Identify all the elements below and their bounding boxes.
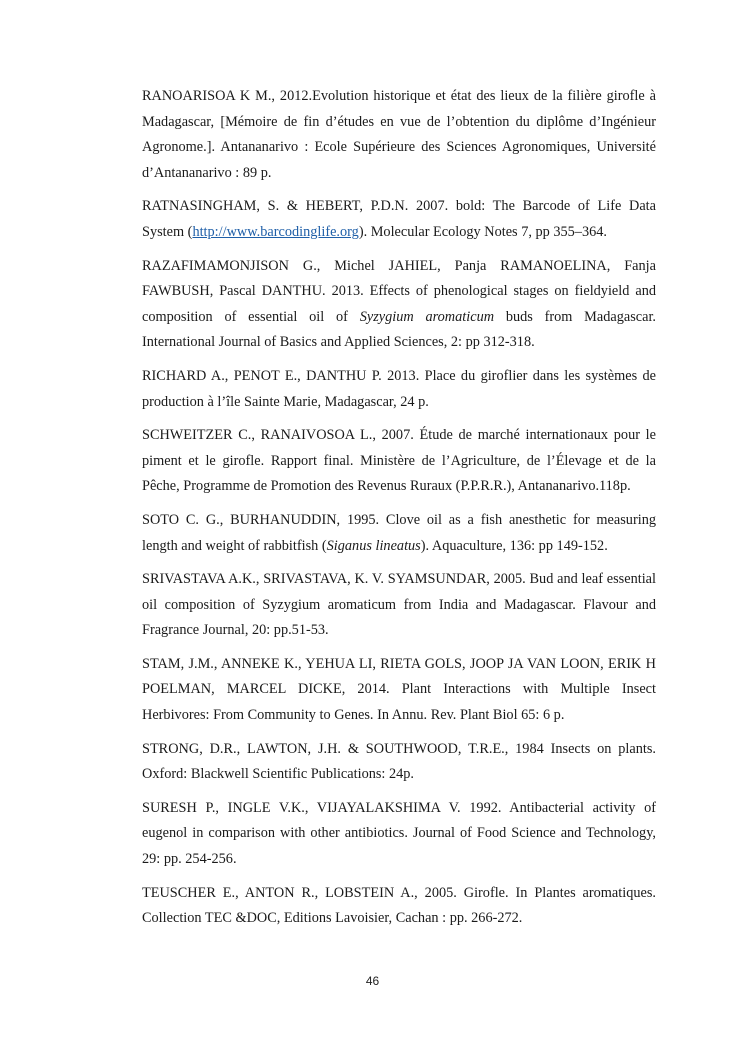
- reference-text: SOTO C. G., BURHANUDDIN, 1995. Clove oil as a fish anesthetic for measuring length and weight of rabbitfish (: [142, 511, 656, 554]
- reference-entry: [142, 508, 656, 559]
- reference-entry: [142, 84, 656, 186]
- reference-text: ). Molecular Ecology Notes 7, pp 355–364.: [358, 223, 607, 240]
- reference-entry: [142, 567, 656, 644]
- species-name: Siganus lineatus: [326, 537, 421, 554]
- reference-text: RATNASINGHAM, S. & HEBERT, P.D.N. 2007. bold: The Barcode of Life Data System (: [142, 198, 656, 240]
- reference-text: SRIVASTAVA A.K., SRIVASTAVA, K. V. SYAMSUNDAR, 2005. Bud and leaf essential oil composition of Syzygium aromaticum from India and Madagascar. Flavour and Fragrance Journal, 20: pp.51-53.: [142, 571, 656, 639]
- reference-entry: [142, 254, 656, 356]
- reference-entry: [142, 652, 656, 729]
- reference-entry: [142, 737, 656, 788]
- reference-text: RAZAFIMAMONJISON G., Michel JAHIEL, Panja RAMANOELINA, Fanja FAWBUSH, Pascal DANTHU. 2013. Effects of phenological stages on fieldyield and composition of essential oil of: [142, 257, 656, 325]
- reference-entry: [142, 423, 656, 500]
- reference-list: [142, 84, 656, 940]
- reference-entry: [142, 194, 656, 245]
- reference-text: SCHWEITZER C., RANAIVOSOA L., 2007. Étude de marché internationaux pour le piment et le girofle. Rapport final. Ministère de l’Agriculture, de l’Élevage et de la Pêche, Programme de Promotion des Revenus Ruraux (P.P.R.R.), Antananarivo.118p.: [142, 427, 656, 495]
- reference-text: buds from Madagascar. International Journal of Basics and Applied Sciences, 2: pp 312-318.: [142, 308, 657, 351]
- reference-entry: [142, 881, 656, 932]
- barcodinglife-link[interactable]: http://www.barcodinglife.org: [192, 223, 359, 240]
- reference-text: SURESH P., INGLE V.K., VIJAYALAKSHIMA V. 1992. Antibacterial activity of eugenol in comparison with other antibiotics. Journal of Food Science and Technology, 29: pp. 254-256.: [142, 799, 656, 868]
- reference-text: RANOARISOA K M., 2012.Evolution historique et état des lieux de la filière girofle à Madagascar, [Mémoire de fin d’études en vue de l’obtention du diplôme d’Ingénieur Agronome.]. Antananarivo : Ecole Supérieure des Sciences Agronomiques, Université d’Antananarivo : 89 p.: [142, 88, 656, 181]
- reference-text: STRONG, D.R., LAWTON, J.H. & SOUTHWOOD, T.R.E., 1984 Insects on plants. Oxford: Blackwell Scientific Publications: 24p.: [142, 740, 656, 783]
- reference-entry: [142, 364, 656, 415]
- species-name: Syzygium aromaticum: [359, 308, 495, 325]
- reference-text: RICHARD A., PENOT E., DANTHU P. 2013. Place du giroflier dans les systèmes de production à l’île Sainte Marie, Madagascar, 24 p.: [142, 367, 656, 410]
- reference-entry: [142, 796, 656, 873]
- reference-text: STAM, J.M., ANNEKE K., YEHUA LI, RIETA GOLS, JOOP JA VAN LOON, ERIK H POELMAN, MARCEL DICKE, 2014. Plant Interactions with Multiple Insect Herbivores: From Community to Genes. In Annu. Rev. Plant Biol 65: 6 p.: [142, 655, 656, 724]
- page-number: 46: [365, 974, 380, 988]
- reference-text: ). Aquaculture, 136: pp 149-152.: [420, 537, 608, 554]
- reference-text: TEUSCHER E., ANTON R., LOBSTEIN A., 2005. Girofle. In Plantes aromatiques. Collection TEC &DOC, Editions Lavoisier, Cachan : pp. 266-272.: [142, 884, 656, 927]
